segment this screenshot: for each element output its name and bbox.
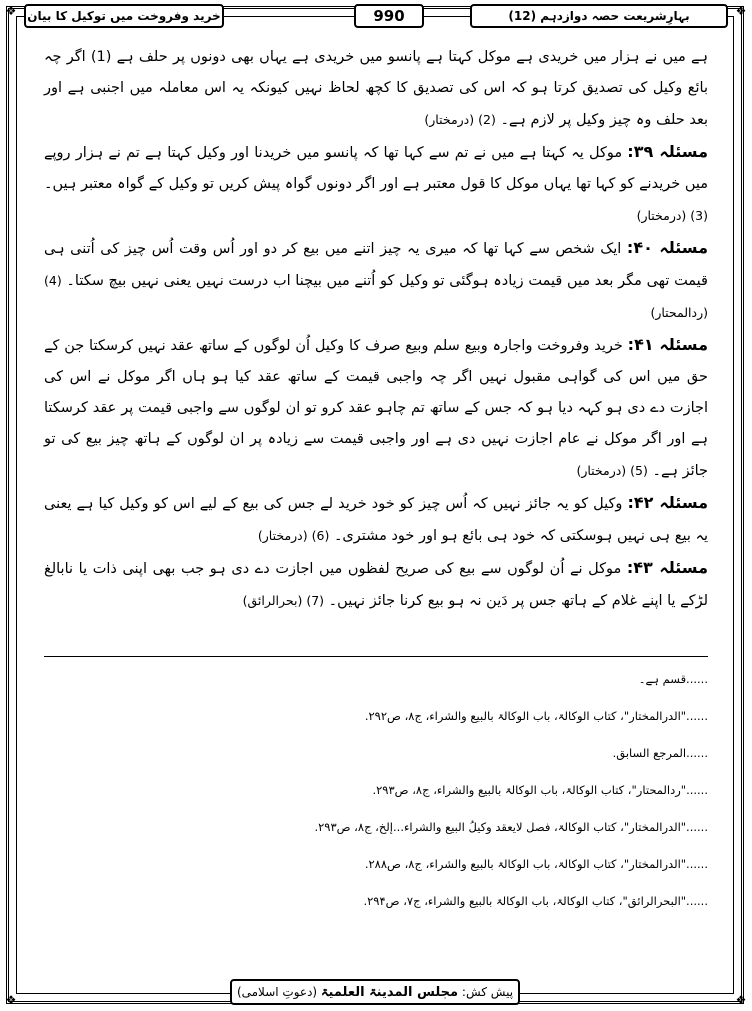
paragraph-text: ایک شخص سے کہا تھا کہ میری یہ چیز اتنے میں بیع کر دو اور اُس وقت اُس چیز کی اُتنی ہی قیمت تھی مگر بعد میں قیمت زیادہ ہوگئی تو وکیل کو اُتنے میں بیچنا اب درست نہیں یعنی نہیں بیچ سکتا۔	[44, 241, 708, 289]
main-text	[44, 40, 708, 617]
paragraph-text: ہے میں نے ہزار میں خریدی ہے موکل کہتا ہے پانسو میں خریدی ہے یہاں بھی دونوں پر حلف ہے (1) اگر چہ بائع وکیل کی تصدیق کرتا ہو کہ اس کی تصدیق کا کچھ لحاظ نہیں کیونکہ یہ اس معاملہ میں اجنبی ہے اور بعد حلف وہ چیز وکیل پر لازم ہے۔	[44, 49, 708, 128]
footnote: ......قسم ہے۔	[638, 672, 708, 686]
paragraph	[44, 329, 708, 487]
masala-label: مسئلہ ۴۲:	[627, 493, 709, 512]
masala-label: مسئلہ ۴۱:	[627, 335, 708, 354]
paragraph	[44, 40, 708, 136]
publisher-name: مجلس المدینۃ العلمیۃ	[320, 985, 459, 1000]
paragraph	[44, 232, 708, 329]
footnote: ......"الدرالمختار"، کتاب الوکالۃ، باب الوکالۃ بالبیع والشراء، ج۸، ص۲۸۸.	[364, 857, 708, 871]
paragraph-reference: (7) (بحرالرائق)	[242, 593, 325, 608]
masala-label: مسئلہ ۴۰:	[626, 238, 708, 257]
footnote: ......"ردالمحتار"، کتاب الوکالۃ، باب الوکالۃ بالبیع والشراء، ج۸، ص۲۹۳.	[372, 783, 708, 797]
paragraph	[44, 487, 708, 552]
running-title: بہارِشریعت حصہ دوازدہم (12)	[470, 4, 728, 28]
paragraph-text: موکل یہ کہتا ہے میں نے تم سے کہا تھا کہ پانسو میں خریدنا اور وکیل کہتا ہے تم نے ہزار روپے میں خریدنے کو کہا تھا یہاں موکل کا قول معتبر ہے اور اگر دونوں گواہ پیش کریں تو وکیل کے گواہ معتبر ہیں۔	[43, 145, 708, 192]
publisher-footer	[230, 979, 520, 1005]
paragraph	[44, 136, 708, 232]
paragraph-reference: (6) (درمختار)	[257, 528, 330, 543]
ornament-icon: ❖	[5, 4, 17, 18]
footnote: ......"الدرالمختار"، کتاب الوکالۃ، فصل لایعقد وکیلُ البیع والشراء...إلخ، ج۸، ص۲۹۳.	[314, 820, 708, 834]
ornament-icon: ❖	[735, 4, 747, 18]
paragraph-text: وکیل کو یہ جائز نہیں کہ اُس چیز کو خود خرید لے جس کی بیع کے لیے اس کو وکیل کیا ہے یعنی یہ بیع ہی نہیں ہوسکتی کہ خود ہی بائع ہو اور خود مشتری۔	[44, 496, 708, 544]
footnote: ......"الدرالمختار"، کتاب الوکالۃ، باب الوکالۃ بالبیع والشراء، ج۸، ص۲۹۲.	[364, 709, 708, 723]
footnote: ......"البحرالرائق"، کتاب الوکالۃ، باب الوکالۃ بالبیع والشراء، ج۷، ص۲۹۴.	[363, 894, 708, 908]
masala-label: مسئلہ ۳۹:	[627, 142, 708, 161]
paragraph-text: خرید وفروخت واجارہ وبیع سلم وبیع صرف کا وکیل اُن لوگوں کے ساتھ عقد نہیں کرسکتا جن کے حق میں اس کی گواہی مقبول نہیں اگر چہ واجبی قیمت کے ساتھ عقد کیا ہو ہاں اگر موکل نے اس کی اجازت دے دی ہو کہہ دیا ہو کہ جس کے ساتھ تم چاہو عقد کرو تو ان لوگوں سے واجبی قیمت پر عقد کرسکتا ہے اور اگر موکل نے عام اجازت نہیں دی ہے اور واجبی قیمت سے زیادہ پر ان لوگوں کے ہاتھ چیز بیع کی تو جائز ہے۔	[44, 338, 708, 479]
ornament-icon: ❖	[735, 993, 747, 1007]
paragraph	[44, 552, 708, 617]
paragraph-reference: (4) (ردالمحتار)	[44, 273, 708, 320]
masala-label: مسئلہ ۴۳:	[626, 558, 708, 577]
ornament-icon: ❖	[5, 993, 17, 1007]
publisher-org: (دعوتِ اسلامی)	[236, 985, 318, 999]
paragraph-reference: (2) (درمختار)	[424, 112, 496, 127]
page-number: 990	[354, 4, 424, 28]
footnotes	[60, 666, 708, 925]
footer-prefix: پیش کش:	[461, 985, 514, 999]
page-header	[24, 4, 728, 30]
paragraph-reference: (3) (درمختار)	[636, 208, 708, 223]
chapter-title: خرید وفروخت میں توکیل کا بیان	[24, 4, 224, 28]
paragraph-reference: (5) (درمختار)	[576, 463, 648, 478]
footnote-separator	[44, 656, 708, 657]
footnote: ......المرجع السابق.	[612, 746, 708, 760]
paragraph-text: موکل نے اُن لوگوں سے بیع کی صریح لفظوں میں اجازت دے دی ہو جب بھی اپنی ذات یا نابالغ لڑکے یا اپنے غلام کے ہاتھ جس پر دَین نہ ہو بیع کرنا جائز نہیں۔	[44, 561, 708, 609]
